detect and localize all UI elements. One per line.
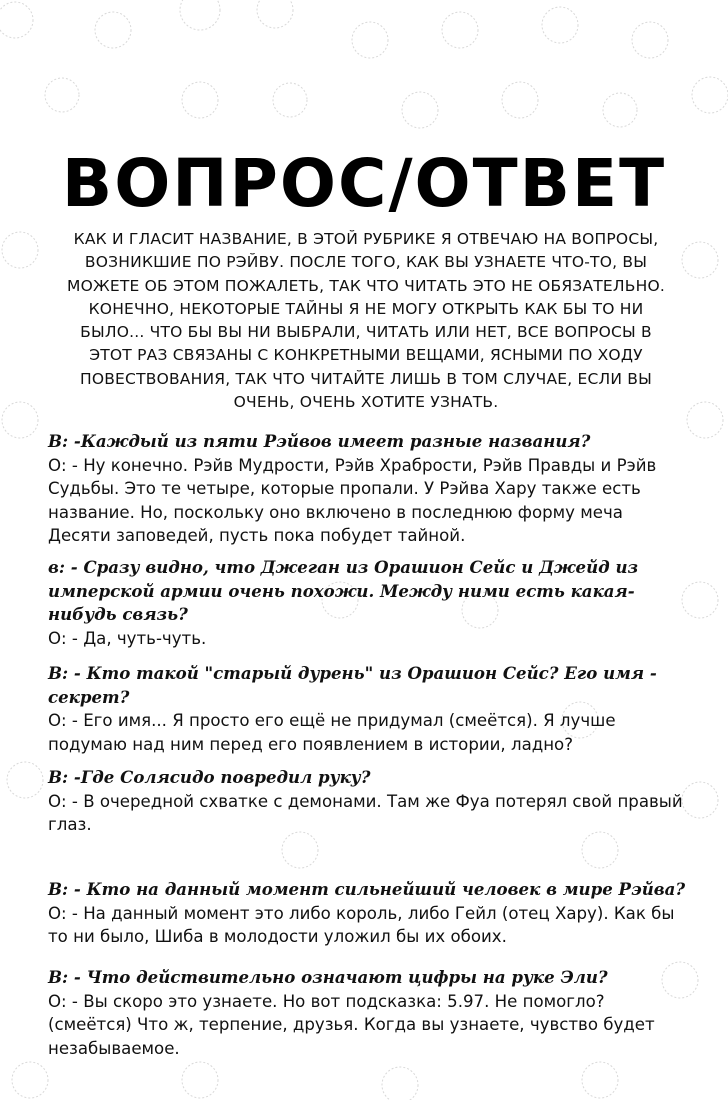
question: В: - Что действительно означают цифры на руке Эли? <box>48 967 608 987</box>
answer: О: - В очередной схватке с демонами. Там же Фуа потерял свой правый глаз. <box>48 791 683 834</box>
answer: О: - Ну конечно. Рэйв Мудрости, Рэйв Храбрости, Рэйв Правды и Рэйв Судьбы. Это те четыре, которые пропали. У Рэйва Хару также есть название. Но, поскольку оно включено в последнюю форму меча Десяти заповедей, пусть пока побудет тайной. <box>48 455 657 545</box>
answer: О: - Вы скоро это узнаете. Но вот подсказка: 5.97. Не помогло? (смеётся) Что ж, терпение, друзья. Когда вы узнаете, чувство будет незабываемое. <box>48 991 655 1058</box>
answer: О: - Его имя... Я просто его ещё не придумал (смеётся). Я лучше подумаю над ним перед его появлением в истории, ладно? <box>48 711 616 754</box>
qa-item <box>48 878 688 949</box>
page-title: ВОПРОС/ОТВЕТ <box>61 145 667 222</box>
question: В: - Кто на данный момент сильнейший человек в мире Рэйва? <box>48 879 686 899</box>
question: В: -Каждый из пяти Рэйвов имеет разные названия? <box>48 431 591 451</box>
qa-item <box>48 430 688 548</box>
question: В: -Где Солясидо повредил руку? <box>48 767 371 787</box>
qa-item <box>48 966 688 1060</box>
answer: О: - На данный момент это либо король, либо Гейл (отец Хару). Как бы то ни было, Шиба в молодости уложил бы их обоих. <box>48 903 675 946</box>
question: В: - Кто такой "старый дурень" из Орашион Сейс? Его имя - секрет? <box>48 663 657 707</box>
qa-item <box>48 556 688 650</box>
answer: О: - Да, чуть-чуть. <box>48 628 207 648</box>
intro-text: КАК И ГЛАСИТ НАЗВАНИЕ, В ЭТОЙ РУБРИКЕ Я ОТВЕЧАЮ НА ВОПРОСЫ, ВОЗНИКШИЕ ПО РЭЙВУ. ПОСЛЕ ТОГО, КАК ВЫ УЗНАЕТЕ ЧТО-ТО, ВЫ МОЖЕТЕ ОБ ЭТОМ ПОЖАЛЕТЬ, ТАК ЧТО ЧИТАТЬ ЭТО НЕ ОБЯЗАТЕЛЬНО. КОНЕЧНО, НЕКОТОРЫЕ ТАЙНЫ Я НЕ МОГУ ОТКРЫТЬ КАК БЫ ТО НИ БЫЛО... ЧТО БЫ ВЫ НИ ВЫБРАЛИ, ЧИТАТЬ ИЛИ НЕТ, ВСЕ ВОПРОСЫ В ЭТОТ РАЗ СВЯЗАНЫ С КОНКРЕТНЫМИ ВЕЩАМИ, ЯСНЫМИ ПО ХОДУ ПОВЕСТВОВАНИЯ, ТАК ЧТО ЧИТАЙТЕ ЛИШЬ В ТОМ СЛУЧАЕ, ЕСЛИ ВЫ ОЧЕНЬ, ОЧЕНЬ ХОТИТЕ УЗНАТЬ. <box>67 230 665 412</box>
qa-item <box>48 766 688 837</box>
question: в: - Сразу видно, что Джеган из Орашион Сейс и Джейд из имперской армии очень похожи. Между ними есть какая-нибудь связь? <box>48 557 639 624</box>
qa-item <box>48 662 688 756</box>
